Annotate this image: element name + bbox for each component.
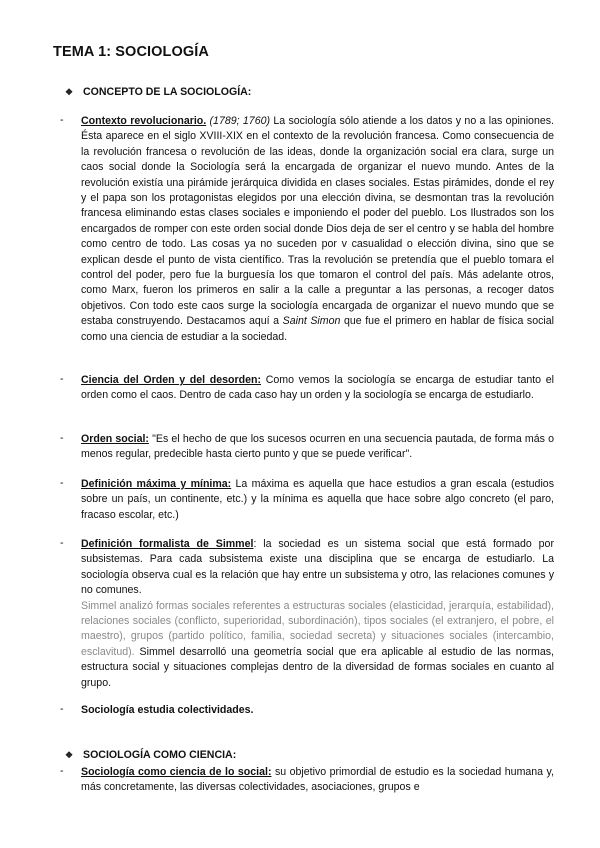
section-label: CONCEPTO DE LA SOCIOLOGÍA: (83, 86, 252, 98)
dash-bullet: - (60, 373, 64, 385)
item-text: que fue el primero en hablar de física social como una ciencia de estudiar a la sociedad. (81, 315, 554, 343)
item-term: Definición máxima y mínima: (81, 478, 232, 490)
list-item-simmel (60, 537, 554, 691)
item-term: Sociología estudia colectividades. (81, 704, 254, 716)
section-label: SOCIOLOGÍA COMO CIENCIA: (83, 749, 237, 761)
paragraph (81, 432, 554, 463)
item-text: La máxima es aquella que hace estudios a gran escala (estudios sobre un país, un continente, etc.) y la mínima es aquella que hace sobre algo concreto (el paro, fracaso escolar, etc.) (81, 478, 554, 521)
paragraph (81, 477, 554, 523)
list-item-definicion-maxima (60, 477, 554, 523)
paragraph (81, 373, 554, 404)
dash-bullet: - (60, 114, 64, 126)
diamond-bullet-icon: ❖ (65, 87, 74, 97)
paragraph (81, 114, 554, 345)
item-text: Simmel desarrolló una geometría social que era aplicable al estudio de las normas, estructura social y situaciones complejas dentro de la diversidad de formas sociales en cuanto al grupo. (81, 645, 554, 689)
paragraph (81, 765, 554, 796)
section-heading-concepto (65, 86, 251, 98)
dash-bullet: - (60, 765, 64, 777)
list-item-ciencia-social (60, 765, 554, 796)
list-item-contexto (60, 114, 554, 345)
item-text: Como vemos la sociología se encarga de estudiar tanto el orden como el caos. Dentro de cada caso hay un orden y la sociología se encarga de estudiarlo. (81, 374, 555, 402)
item-name: Saint Simon (282, 315, 341, 328)
item-term: Ciencia del Orden y del desorden: (81, 374, 262, 386)
list-item-colectividades (60, 703, 554, 718)
item-dates: (1789; 1760) (209, 115, 271, 127)
item-term: Orden social: (81, 433, 149, 445)
page-title: TEMA 1: SOCIOLOGÍA (53, 44, 209, 60)
item-term: Definición formalista de Simmel (81, 538, 254, 550)
item-text: La sociología sólo atiende a los datos y no a las opiniones. Ésta aparece en el siglo XVIII-XIX en el contexto de la revolución francesa. Como consecuencia de la revolución francesa o revolución de las ideas, donde la organización social era clara, surge un caos social donde la Sociología será la encargada de organizar el nuevo mundo. Antes de la revolución existía una pirámide jerárquica dividida en clases sociales. Estas pirámides, donde el rey y el papa son los protagonistas elegidos por una elección divina, se desmontan tras la revolución francesa eliminando estas clases sociales e imponiendo el poder del pueblo. Los Ilustrados son los encargados de romper con este orden social donde Dios deja de ser el centro y se habla del hombre como centro de todo. Las cosas ya no suceden por v casualidad o elección divina, sino que se explican desde el punto de vista científico. Tras la revolución se pretendía que el pueblo tomara el control del poder, pero fue la burguesía los que tomaron el control del país. Más adelante otros, como Marx, fueron los primeros en salir a la calle a preguntar a las personas, a recoger datos objetivos. Con todo este caos surge la sociología encargada de organizar el nuevo mundo que se estaba construyendo. Destacamos aquí a (81, 115, 554, 328)
dash-bullet: - (60, 703, 64, 715)
diamond-bullet-icon: ❖ (65, 750, 74, 760)
dash-bullet: - (60, 477, 64, 489)
list-item-orden-social (60, 432, 554, 463)
dash-bullet: - (60, 537, 64, 549)
list-item-orden-desorden (60, 373, 554, 404)
item-text: su objetivo primordial de estudio es la sociedad humana y, más concretamente, las diversas colectividades, asociaciones, grupos e (81, 766, 555, 794)
item-text: "Es el hecho de que los sucesos ocurren en una secuencia pautada, de forma más o menos regular, predecible hasta cierto punto y que se puede verificar". (81, 433, 554, 461)
item-term: Sociología como ciencia de lo social: (81, 766, 272, 778)
section-heading-ciencia (65, 749, 236, 761)
item-term: Contexto revolucionario. (81, 115, 207, 127)
paragraph (81, 537, 554, 691)
gray-note: Simmel analizó formas sociales referentes a estructuras sociales (elasticidad, jerarquía, estabilidad), relaciones sociales (conflicto, superioridad, subordinación), tipos sociales (el extranjero, el pobre, el maestro), grupos (partido político, familia, sociedad secreta) y situaciones sociales (intercambio, esclavitud). (81, 599, 554, 658)
item-text: : la sociedad es un sistema social que está formado por subsistemas. Para cada subsistema existe una disciplina que se encarga de estudiarlo. La sociología observa cual es la relación que hay entre un subsistema y otro, las relaciones comunes y no comunes. (81, 538, 554, 597)
dash-bullet: - (60, 432, 64, 444)
paragraph (81, 703, 554, 718)
